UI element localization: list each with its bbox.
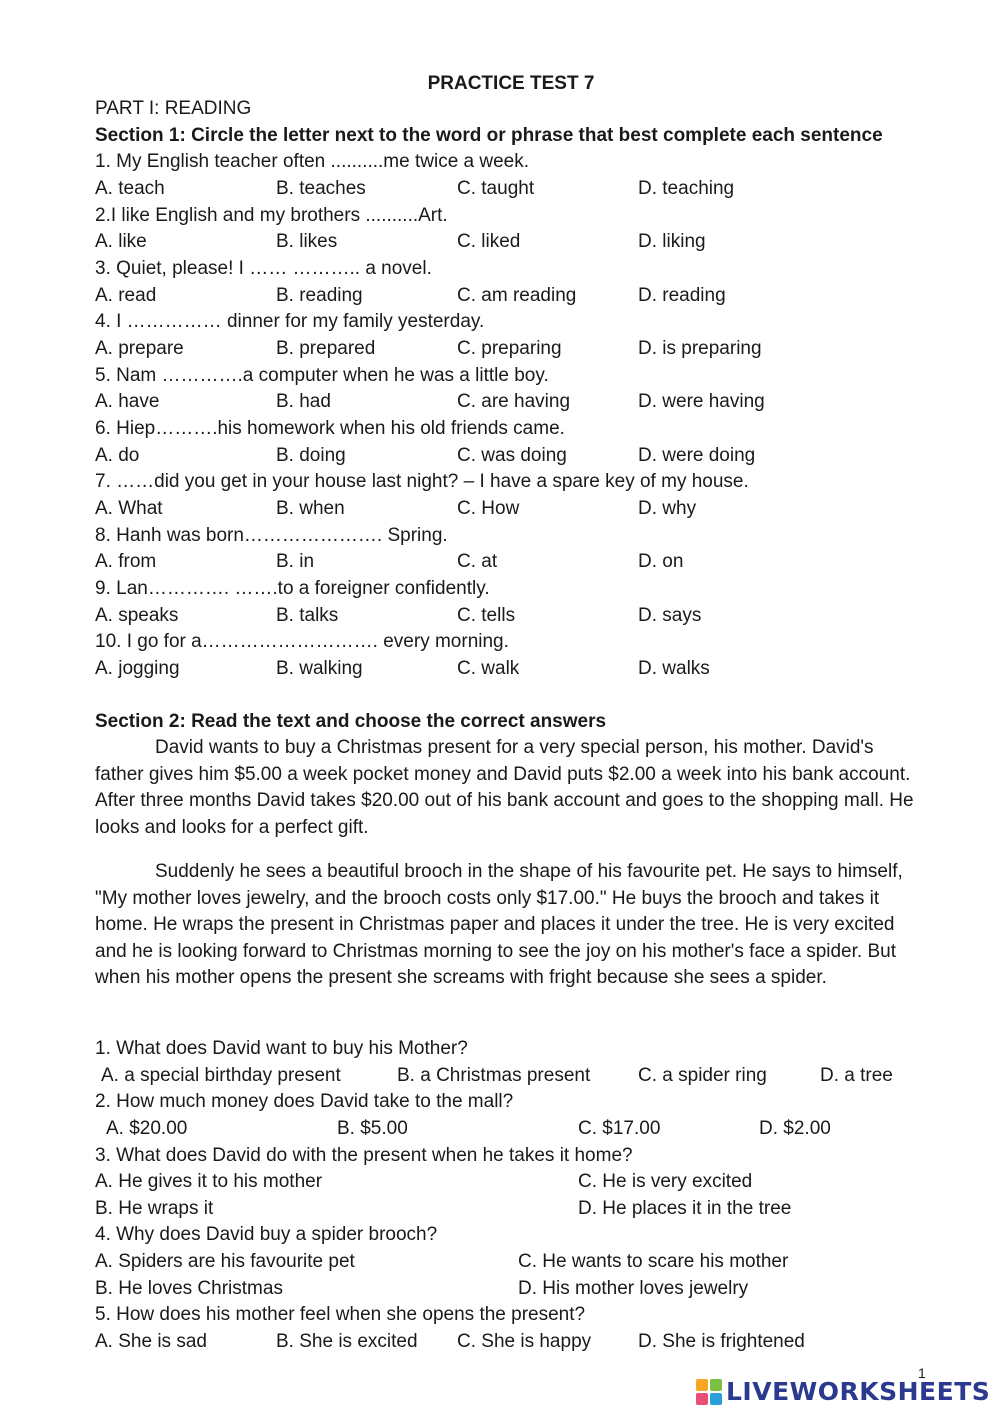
option-3a[interactable]: A. read	[95, 285, 157, 306]
option-5d[interactable]: D. were having	[638, 391, 765, 412]
reading-option-5d[interactable]: D. She is frightened	[638, 1331, 805, 1352]
question-5: 5. Nam ………….a computer when he was a little boy.	[95, 365, 549, 386]
option-4d[interactable]: D. is preparing	[638, 338, 762, 359]
option-8d[interactable]: D. on	[638, 551, 684, 572]
option-6d[interactable]: D. were doing	[638, 445, 756, 466]
option-1a[interactable]: A. teach	[95, 178, 165, 199]
reading-option-2c[interactable]: C. $17.00	[578, 1118, 661, 1139]
reading-option-1a[interactable]: A. a special birthday present	[101, 1065, 341, 1086]
option-2b[interactable]: B. likes	[276, 231, 338, 252]
reading-option-1d[interactable]: D. a tree	[820, 1065, 893, 1086]
option-5a[interactable]: A. have	[95, 391, 160, 412]
question-1: 1. My English teacher often ..........me twice a week.	[95, 151, 530, 172]
section2-heading: Section 2: Read the text and choose the correct answers	[95, 711, 607, 732]
page-title: PRACTICE TEST 7	[427, 73, 595, 94]
reading-option-2b[interactable]: B. $5.00	[337, 1118, 408, 1139]
option-3b[interactable]: B. reading	[276, 285, 363, 306]
reading-option-5a[interactable]: A. She is sad	[95, 1331, 207, 1352]
brand-name: LIVEWORKSHEETS	[726, 1377, 991, 1406]
option-10c[interactable]: C. walk	[457, 658, 520, 679]
option-6c[interactable]: C. was doing	[457, 445, 567, 466]
reading-option-4a[interactable]: A. Spiders are his favourite pet	[95, 1251, 355, 1272]
page-number: 1	[918, 1365, 926, 1381]
reading-option-3d[interactable]: D. He places it in the tree	[578, 1198, 792, 1219]
reading-question-2: 2. How much money does David take to the mall?	[95, 1091, 514, 1112]
option-2a[interactable]: A. like	[95, 231, 147, 252]
option-7a[interactable]: A. What	[95, 498, 163, 519]
option-4c[interactable]: C. preparing	[457, 338, 562, 359]
option-3c[interactable]: C. am reading	[457, 285, 577, 306]
question-8: 8. Hanh was born…………………. Spring.	[95, 525, 448, 546]
reading-option-5b[interactable]: B. She is excited	[276, 1331, 418, 1352]
option-9b[interactable]: B. talks	[276, 605, 339, 626]
reading-paragraph-2	[95, 859, 925, 992]
option-9a[interactable]: A. speaks	[95, 605, 179, 626]
option-3d[interactable]: D. reading	[638, 285, 726, 306]
reading-option-3b[interactable]: B. He wraps it	[95, 1198, 214, 1219]
option-10b[interactable]: B. walking	[276, 658, 363, 679]
option-8b[interactable]: B. in	[276, 551, 315, 572]
option-2c[interactable]: C. liked	[457, 231, 521, 252]
option-5b[interactable]: B. had	[276, 391, 331, 412]
question-10: 10. I go for a………………………. every morning.	[95, 631, 509, 652]
option-6a[interactable]: A. do	[95, 445, 140, 466]
option-10a[interactable]: A. jogging	[95, 658, 180, 679]
reading-option-4c[interactable]: C. He wants to scare his mother	[518, 1251, 789, 1272]
reading-question-3: 3. What does David do with the present when he takes it home?	[95, 1145, 633, 1166]
option-1b[interactable]: B. teaches	[276, 178, 366, 199]
option-7c[interactable]: C. How	[457, 498, 520, 519]
liveworksheets-logo[interactable]	[696, 1377, 990, 1406]
reading-option-2d[interactable]: D. $2.00	[759, 1118, 831, 1139]
reading-paragraph-1-text: David wants to buy a Christmas present for a very special person, his mother. David's father gives him $5.00 a week pocket money and David puts $2.00 a week into his bank account. After three months David takes $20.00 out of his bank account and goes to the shopping mall. He looks and looks for a perfect gift.	[95, 737, 914, 838]
option-6b[interactable]: B. doing	[276, 445, 346, 466]
question-7: 7. ……did you get in your house last night? – I have a spare key of my house.	[95, 471, 749, 492]
option-1c[interactable]: C. taught	[457, 178, 535, 199]
option-9d[interactable]: D. says	[638, 605, 702, 626]
option-1d[interactable]: D. teaching	[638, 178, 735, 199]
option-2d[interactable]: D. liking	[638, 231, 706, 252]
part-heading: PART I: READING	[95, 98, 252, 119]
reading-option-3a[interactable]: A. He gives it to his mother	[95, 1171, 323, 1192]
reading-option-4d[interactable]: D. His mother loves jewelry	[518, 1278, 749, 1299]
reading-question-5: 5. How does his mother feel when she opens the present?	[95, 1304, 586, 1325]
option-10d[interactable]: D. walks	[638, 658, 710, 679]
liveworksheets-logo-icon	[696, 1379, 722, 1405]
reading-question-4: 4. Why does David buy a spider brooch?	[95, 1224, 438, 1245]
reading-option-1b[interactable]: B. a Christmas present	[397, 1065, 591, 1086]
question-4: 4. I …………… dinner for my family yesterday.	[95, 311, 485, 332]
option-5c[interactable]: C. are having	[457, 391, 571, 412]
reading-paragraph-2-text: Suddenly he sees a beautiful brooch in the shape of his favourite pet. He says to himself, "My mother loves jewelry, and the brooch costs only $17.00." He buys the brooch and takes it home. He wraps the present in Christmas paper and places it under the tree. He is very excited and he is looking forward to Christmas morning to see the joy on his mother's face a spider. But when his mother opens the present she screams with fright because she sees a spider.	[95, 861, 903, 989]
option-4b[interactable]: B. prepared	[276, 338, 376, 359]
section1-heading: Section 1: Circle the letter next to the word or phrase that best complete each sentence	[95, 125, 883, 146]
reading-option-5c[interactable]: C. She is happy	[457, 1331, 592, 1352]
reading-paragraph-1	[95, 735, 925, 841]
reading-option-1c[interactable]: C. a spider ring	[638, 1065, 767, 1086]
option-7b[interactable]: B. when	[276, 498, 345, 519]
question-3: 3. Quiet, please! I …… ……….. a novel.	[95, 258, 432, 279]
question-9: 9. Lan…………. …….to a foreigner confidently.	[95, 578, 490, 599]
reading-option-4b[interactable]: B. He loves Christmas	[95, 1278, 283, 1299]
option-9c[interactable]: C. tells	[457, 605, 516, 626]
question-2: 2.I like English and my brothers ..........Art.	[95, 205, 448, 226]
option-8c[interactable]: C. at	[457, 551, 498, 572]
option-8a[interactable]: A. from	[95, 551, 157, 572]
question-6: 6. Hiep……….his homework when his old friends came.	[95, 418, 565, 439]
reading-option-2a[interactable]: A. $20.00	[106, 1118, 188, 1139]
option-4a[interactable]: A. prepare	[95, 338, 184, 359]
reading-option-3c[interactable]: C. He is very excited	[578, 1171, 753, 1192]
reading-question-1: 1. What does David want to buy his Mother?	[95, 1038, 468, 1059]
option-7d[interactable]: D. why	[638, 498, 697, 519]
